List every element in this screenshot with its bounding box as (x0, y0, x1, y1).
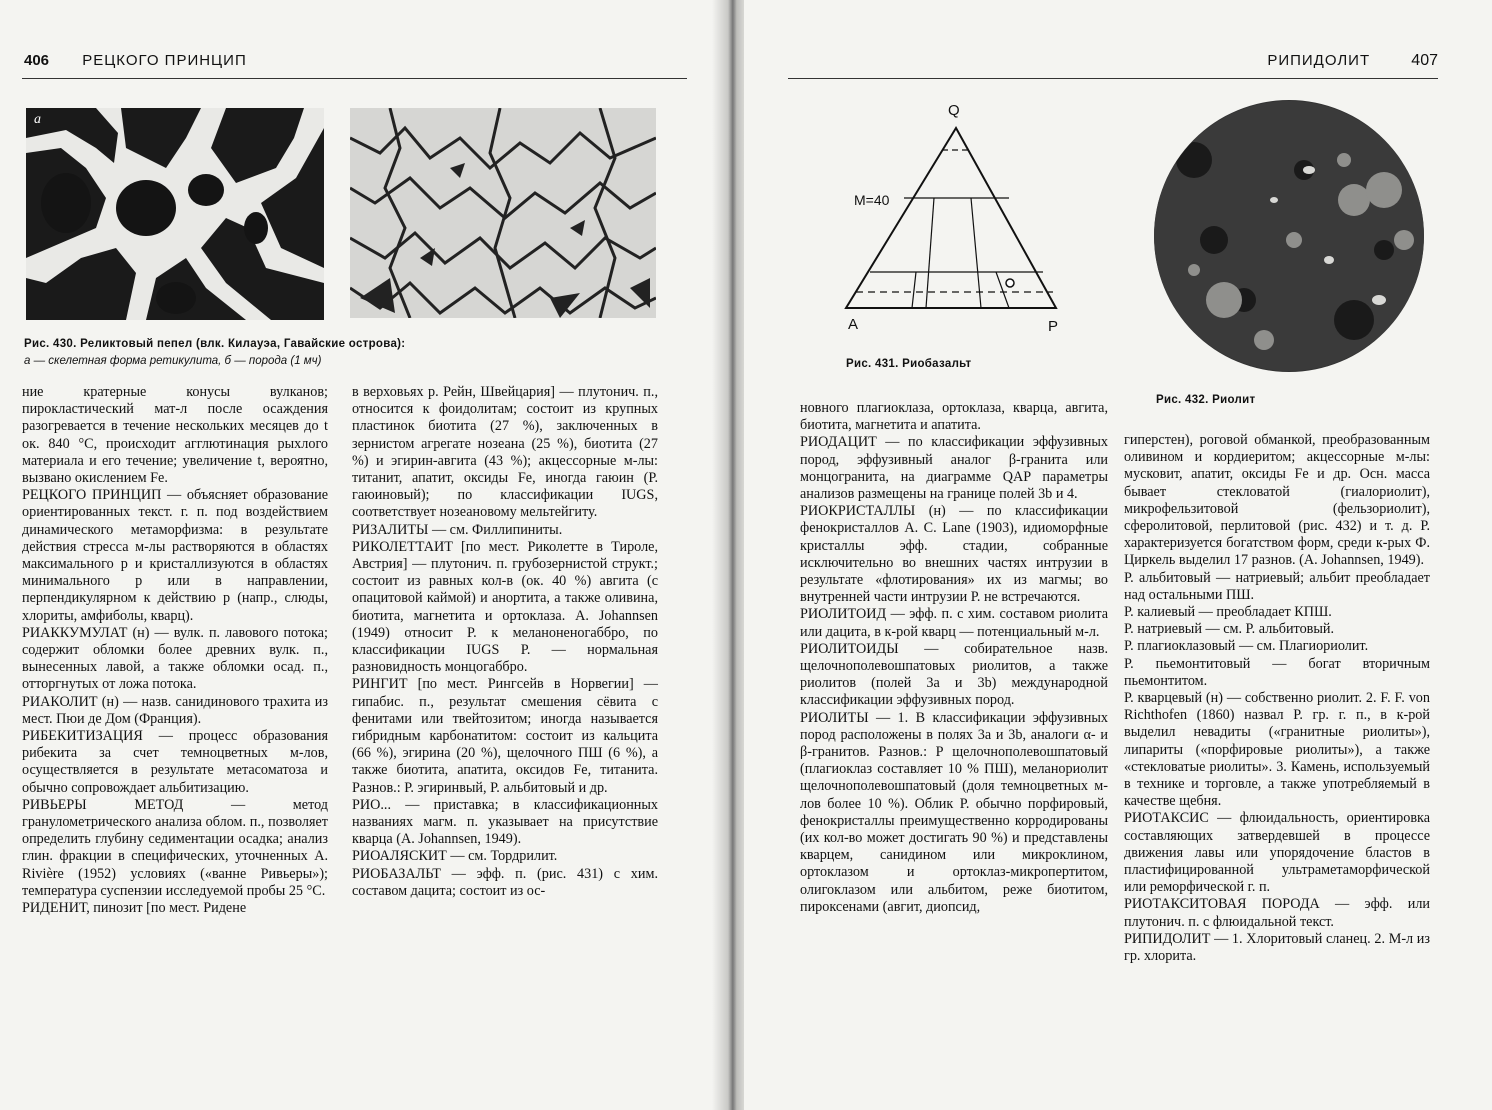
entry: РИОАЛЯСКИТ — см. Тордрилит. (352, 848, 558, 865)
qap-triangle-svg (834, 96, 1074, 346)
entry: Р. пьемонтитовый — богат вторичным пьемонтитом. (1124, 655, 1430, 689)
entry: новного плагиоклаза, ортоклаза, кварца, авгита, биотита, магнетита и апатита. (800, 400, 1108, 434)
entry: ние кратерные конусы вулканов; пирокластический мат-л после осаждения разогревается в течение нескольких месяцев до t ок. 840 °C, происходит агглютинация рыхлого материала и его течение; увеличение t, вероятно, вызвано окислением Fe. (22, 384, 328, 487)
entry: Р. альбитовый — натриевый; альбит преобладает над остальными ПШ. (1124, 569, 1430, 603)
entry: РИАКОЛИТ (н) — назв. санидинового трахита из мест. Пюи де Дом (Франция). (22, 693, 328, 727)
running-head-title-left: РЕЦКОГО ПРИНЦИП (82, 52, 247, 69)
entry: Р. натриевый — см. Р. альбитовый. (1124, 621, 1335, 638)
qap-label-q: Q (948, 102, 960, 119)
figure-431-title: Рис. 431. Риобазальт (846, 358, 972, 370)
entry: гиперстен), роговой обманкой, преобразованным оливином и кордиеритом; акцессорные м-лы: мусковит, апатит, оксиды Fe и др. Осн. масса бывает стекловатой (гиалориолит), микрофельзитовой (фельзориолит), сферолитовой, перлитовой (рис. 432) и т. д. Р. характеризуется богатством форм, среди к-рых Ф. Циркель выделил 17 разнов. (A. Johannsen, 1949). (1124, 432, 1430, 569)
rhyolite-micrograph (1154, 100, 1424, 372)
left-column-1 (22, 384, 328, 917)
figure-432-title: Рис. 432. Риолит (1156, 394, 1256, 406)
reticulite-image (26, 108, 324, 320)
entry: РИОДАЦИТ — по классификации эффузивных пород, эффузивный аналог β-гранита или монцогранита, на диаграмме QAP параметры анализов размещены на границе полей 3b и 4. (800, 434, 1108, 503)
entry: РИАККУМУЛАТ (н) — вулк. п. лавового потока; содержит обломки более древних вулк. п., вынесенных лавой, а также обломки осад. п., отторгнутых от ложа потока. (22, 624, 328, 693)
entry: РИЗАЛИТЫ — см. Филлипиниты. (352, 521, 563, 538)
rock-texture-image (350, 108, 656, 318)
entry: РИПИДОЛИТ — 1. Хлоритовый сланец. 2. М-л из гр. хлорита. (1124, 930, 1430, 965)
entry: РИОЛИТОИДЫ — собирательное назв. щелочнополевошпатовых риолитов, а также риолитов (полей 3а и 3b) международной классификации эффузивных пород. (800, 640, 1108, 709)
qap-diagram (834, 96, 1074, 346)
running-head-right (1267, 52, 1438, 70)
entry: РЕЦКОГО ПРИНЦИП — объясняет образование ориентированных текст. г. п. под воздействием динамического метаморфизма: в результате действия стресса м-лы растворяются в областях максимального p и кристаллизуются в областях минимального p или в направлении, перпендикулярном к действию p (напр., слюды, хлориты, амфиболы, кварц). (22, 487, 328, 624)
entry: РИОТАКСИТОВАЯ ПОРОДА — эфф. или плутонич. п. с флюидальной текст. (1124, 896, 1430, 930)
entry: РИОЛИТОИД — эфф. п. с хим. составом риолита или дацита, в к-рой кварц — потенциальный м-л. (800, 606, 1108, 640)
right-column-2 (1124, 432, 1430, 965)
entry: РИО... — приставка; в классификационных названиях магм. п. указывает на присутствие кварца (A. Johannsen, 1949). (352, 796, 658, 848)
left-page (0, 0, 734, 1110)
right-page (744, 0, 1492, 1110)
page-number-right: 407 (1411, 52, 1438, 69)
figure-432-caption (1156, 392, 1255, 409)
running-head-left (24, 52, 247, 69)
entry: РИОТАКСИС — флюидальность, ориентировка составляющих затвердевшей в процессе движения лавы или упорядочение бластов в пластифицированной ультраметаморфической или реморфической г. п. (1124, 810, 1430, 896)
entry: РИНГИТ [по мест. Рингсейв в Норвегии] — гипабис. п., результат смешения сёвита с фенитами или твейтозитом; иногда называется гибридным карбонатитом: состоит из кальцита (66 %), эгирина (20 %), щелочного ПШ (6 %), а также биотита, апатита, оксидов Fe, титанита. Разнов.: Р. эгиринвый, Р. альбитовый и др. (352, 676, 658, 796)
entry: РИВЬЕРЫ МЕТОД — метод гранулометрического анализа облом. п., позволяет определить глубину седиментации осадка; анализ глин. фракции в специфических, уточненных A. Rivière (1952) условиях («ванне Ривьеры»); температура суспензии исследуемой пробы 25 °C. (22, 796, 328, 899)
entry: Р. калиевый — преобладает КПШ. (1124, 604, 1332, 621)
qap-label-p: P (1048, 318, 1059, 335)
entry: РИБЕКИТИЗАЦИЯ — процесс образования рибекита за счет темноцветных м-лов, осуществляется в результате метасоматоза и обычно сопровождает альбитизацию. (22, 728, 328, 796)
right-column-1 (800, 400, 1108, 916)
figure-430-title: Рис. 430. Реликтовый пепел (влк. Килауэа, Гавайские острова): (24, 338, 406, 350)
header-rule (22, 78, 687, 79)
entry: РИКОЛЕТТАИТ [по мест. Риколетте в Тироле, Австрия] — плутонич. п. грубозернистой структ.; состоит из равных кол-в (ок. 40 %) авгита (с опацитовой каймой) и анортита, а также оливина, биотита, магнетита и ортоклаза. A. Johannsen (1949) относит Р. к меланоненогаббро, по классификации IUGS Р. — нормальная разновидность монцогаббро. (352, 538, 658, 676)
header-rule (788, 78, 1438, 79)
figure-430-caption (24, 336, 684, 370)
entry: Р. плагиоклазовый — см. Плагиориолит. (1124, 638, 1369, 655)
qap-label-a: A (848, 316, 859, 333)
entry: Р. кварцевый (н) — собственно риолит. 2. F. F. von Richthofen (1860) назвал Р. гр. г. п., в к-рой выделил невадиты («гранитные риолиты»), липариты («порфировые риолиты»), а также «стекловатые риолиты». 3. Камень, используемый в технике и торговле, а также употребляемый в качестве щебня. (1124, 690, 1430, 810)
figure-430-subtitle: а — скелетная форма ретикулита, б — порода (1 мч) (24, 355, 322, 367)
figure-431-caption (846, 356, 971, 373)
entry: в верховьях р. Рейн, Швейцария] — плутонич. п., относится к фоидолитам; состоит из крупных пластинок биотита (27 %), заключенных в зернистом агрегате нозеана (25 %), биотита (27 %) и эгирин-авгита (43 %); акцессорные м-лы: титанит, апатит, оксиды Fe, иногда гаюин (Р. гаюиновый); по классификации IUGS, соответствует нозеановому мельтейгиту. (352, 384, 658, 521)
figure-432-photo (1154, 100, 1424, 372)
entry: РИОКРИСТАЛЛЫ (н) — по классификации фенокристаллов A. C. Lane (1903), идиоморфные кристаллы эфф. стадии, собранные исключительно во внешних частях интрузии в результате «флотирования» их из магмы; во внутренней части интрузии Р. не встречаются. (800, 503, 1108, 606)
running-head-title-right: РИПИДОЛИТ (1267, 52, 1371, 69)
figure-430b-photo (350, 108, 656, 318)
figure-label-a: а (34, 112, 41, 127)
entry: РИОЛИТЫ — 1. В классификации эффузивных пород расположены в полях 3а и 3b, аналоги α- и β-гранитов. Разнов.: Р щелочнополевошпатовый (плагиоклаз составляет 10 % ПШ), меланориолит щелочнополевошпатовый (доля темноцветных м-лов более 10 %). Облик Р. обычно порфировый, фенокристаллы преимущественно корродированы (их кол-во может достигать 90 %) и представлены кварцем, санидином или микроклином, ортоклазом и ортоклаз-микропертитом, олигоклазом или альбитом, реже биотитом, пироксенами (авгит, диопсид, (800, 709, 1108, 915)
figure-430a-photo (26, 108, 324, 320)
entry: РИОБАЗАЛЬТ — эфф. п. (рис. 431) с хим. составом дацита; состоит из ос- (352, 865, 658, 899)
left-column-2 (352, 384, 658, 900)
qap-label-m: M=40 (854, 192, 890, 208)
page-number-left: 406 (24, 52, 50, 69)
entry: РИДЕНИТ, пинозит [по мест. Ридене (22, 900, 247, 917)
